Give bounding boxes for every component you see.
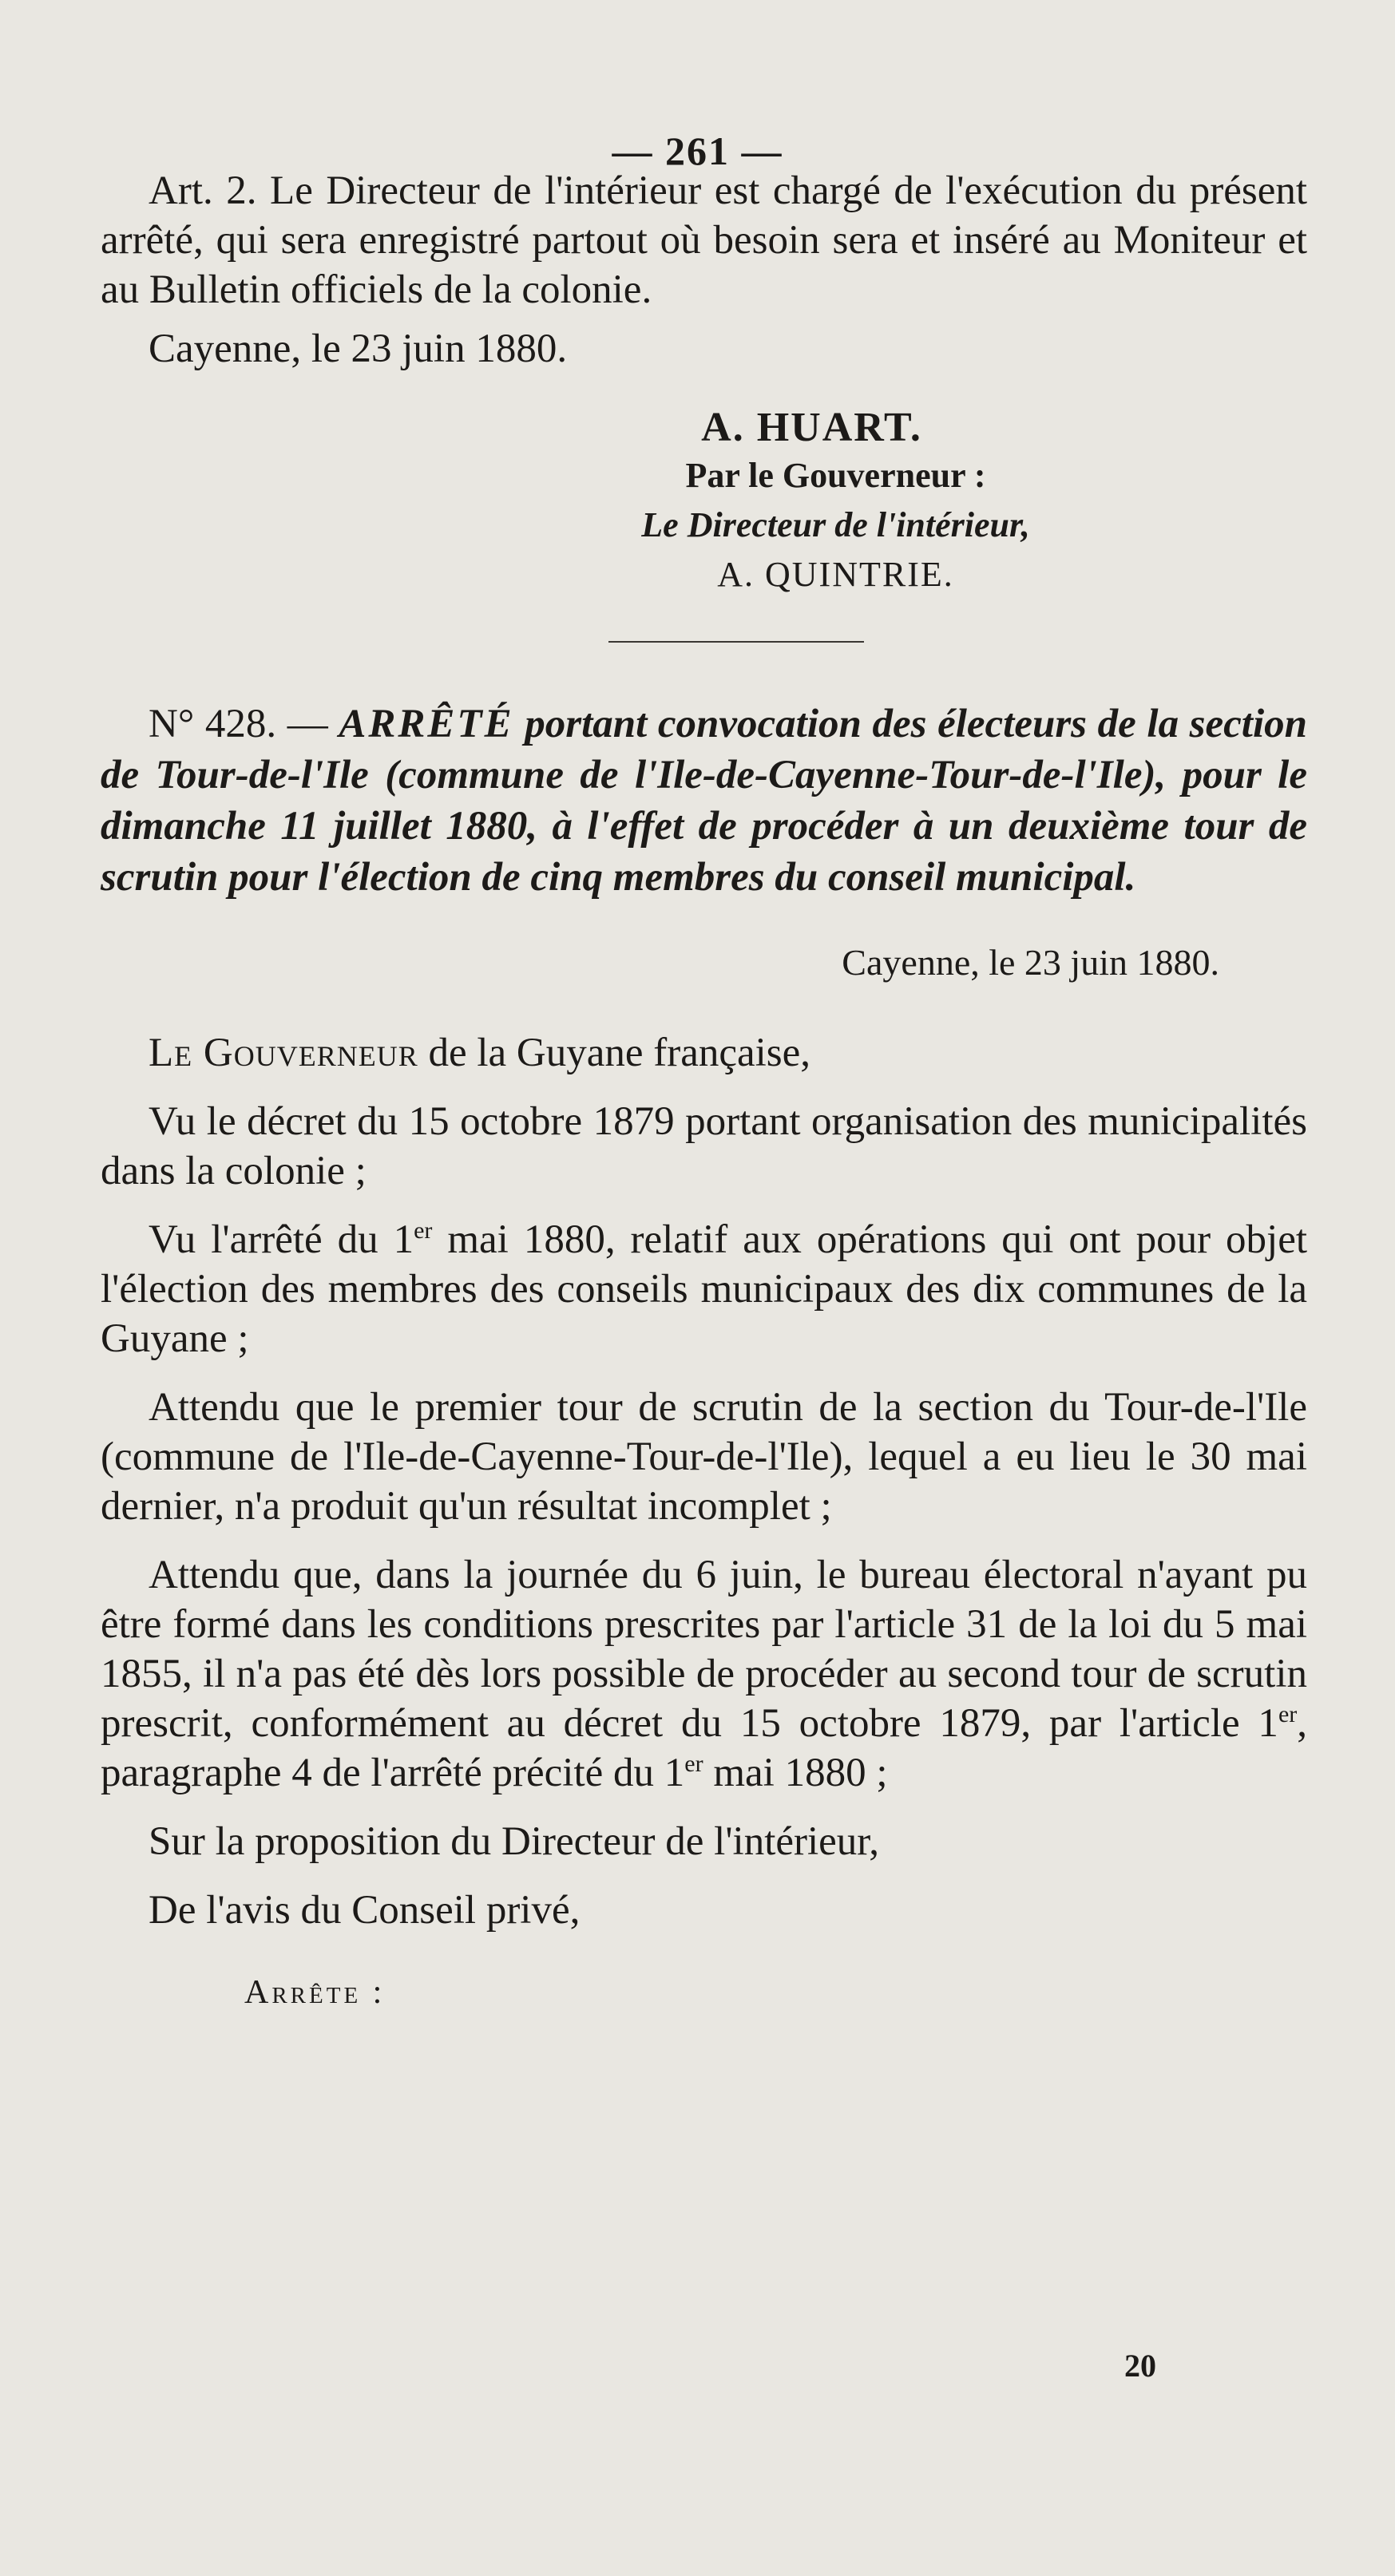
- signature-mark: 20: [1124, 2348, 1156, 2384]
- attendu-text-c: mai 1880 ;: [703, 1751, 888, 1795]
- decree-number: N° 428. —: [149, 702, 328, 746]
- decree-title: portant convocation des électeurs de la section de Tour-de-l'Ile (commune de l'Ile-de-Cayenne-Tour-de-l'Ile), pour le dimanche 11 juillet 1880, à l'effet de procéder à un deuxième tour de scrutin pour l'élection de cinq membres du conseil municipal.: [101, 702, 1308, 900]
- vu-arrete-sup: er: [414, 1217, 433, 1244]
- signature-block: [101, 404, 1307, 599]
- attendu-text-b: , paragraphe 4 de l'arrêté précité du 1: [101, 1701, 1307, 1795]
- arrete-heading: Arrête :: [244, 1974, 386, 2011]
- section-divider: [608, 641, 864, 643]
- place-date: Cayenne, le 23 juin 1880.: [149, 326, 568, 371]
- page-number: — 261 —: [612, 129, 783, 173]
- director-role: Le Directeur de l'intérieur,: [641, 505, 1030, 544]
- vu-arrete-paragraph: [101, 1215, 1307, 1363]
- decree-title-caps: ARRÊTÉ: [339, 702, 514, 746]
- governor-title: Le Gouverneur: [149, 1031, 418, 1075]
- vu-arrete-text-a: Vu l'arrêté du 1: [149, 1217, 414, 1262]
- director-signature: A. QUINTRIE.: [717, 555, 954, 594]
- vu-decret-paragraph: Vu le décret du 15 octobre 1879 portant organisation des municipalités dans la colonie ;: [101, 1099, 1307, 1193]
- article-2-paragraph: Art. 2. Le Directeur de l'intérieur est chargé de l'exécution du présent arrêté, qui sera enregistré partout où besoin sera et inséré au Moniteur et au Bulletin officiels de la colonie.: [101, 168, 1307, 312]
- governor-signature: A. HUART.: [701, 405, 922, 450]
- by-line: Par le Gouverneur :: [685, 456, 986, 495]
- proposition-paragraph: Sur la proposition du Directeur de l'intérieur,: [149, 1819, 879, 1864]
- decree-heading: [101, 698, 1307, 903]
- avis-paragraph: De l'avis du Conseil privé,: [149, 1888, 581, 1933]
- decree-date: Cayenne, le 23 juin 1880.: [842, 942, 1219, 983]
- vu-arrete-text-b: mai 1880, relatif aux opérations qui ont pour objet l'élection des membres des conseils municipaux des dix communes de la Guyane ;: [101, 1217, 1307, 1361]
- attendu-sup-2: er: [684, 1751, 703, 1777]
- attendu-second-paragraph: [101, 1550, 1307, 1798]
- governor-line: [101, 1028, 1307, 1078]
- governor-territory: de la Guyane française,: [418, 1031, 811, 1075]
- attendu-first-paragraph: Attendu que le premier tour de scrutin de la section du Tour-de-l'Ile (commune de l'Ile-de-Cayenne-Tour-de-l'Ile), lequel a eu lieu le 30 mai dernier, n'a produit qu'un résultat incomplet ;: [101, 1385, 1307, 1529]
- attendu-text-a: Attendu que, dans la journée du 6 juin, le bureau électoral n'ayant pu être formé dans les conditions prescrites par l'article 31 de la loi du 5 mai 1855, il n'a pas été dès lors possible de procéder au second tour de scrutin prescrit, conformément au décret du 15 octobre 1879, par l'article 1: [101, 1553, 1307, 1746]
- attendu-sup-1: er: [1278, 1701, 1298, 1727]
